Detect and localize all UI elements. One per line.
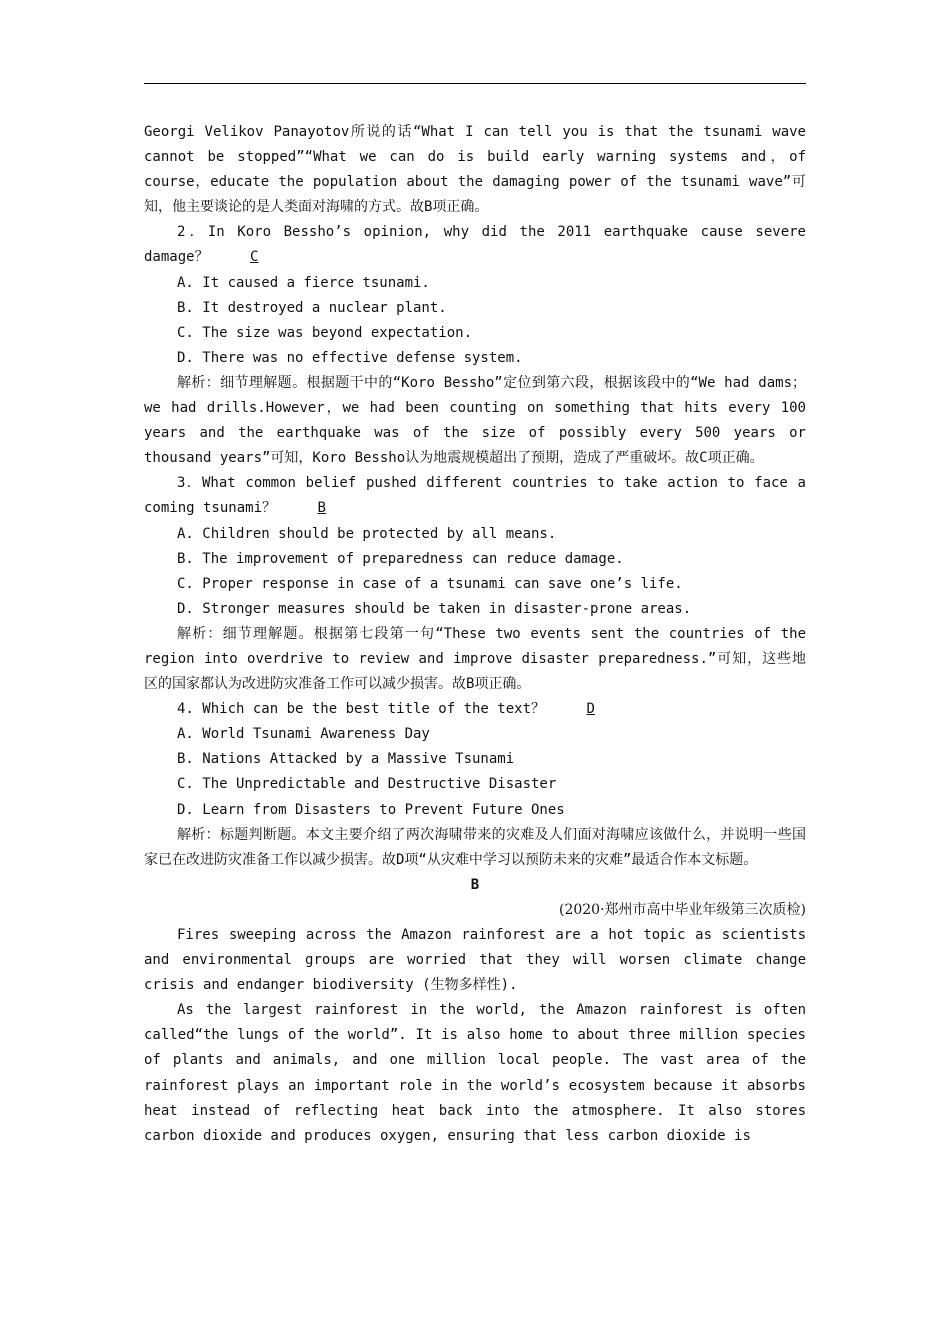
option-2c: C. The size was beyond expectation.: [177, 324, 473, 341]
passage-paragraph-1: Fires sweeping across the Amazon rainforest are a hot topic as scientists and environmental groups are worried that they will worsen climate change crisis and endanger biodiversity (生物多样性).: [144, 927, 806, 994]
analysis-3: 解析：细节理解题。根据第七段第一句“These two events sent the countries of the region into overdrive to review and improve disaster preparedness.”可知，这些地区的国家都认为改进防灾准备工作可以减少损害。故B项正确。: [144, 625, 806, 693]
source-note: (2020·郑州市高中毕业年级第三次质检): [558, 901, 806, 918]
section-heading: B: [470, 876, 480, 893]
passage-paragraph-2: As the largest rainforest in the world, the Amazon rainforest is often called“the lungs of the world”. It is also home to about three million species of plants and animals, and one million local people. The vast area of the rainforest plays an important role in the world’s ecosystem because it absorbs heat instead of reflecting heat back into the atmosphere. It also stores carbon dioxide and produces oxygen, ensuring that less carbon dioxide is: [144, 1002, 806, 1144]
analysis-4: 解析：标题判断题。本文主要介绍了两次海啸带来的灾难及人们面对海啸应该做什么，并说明一些国家已在改进防灾准备工作以减少损害。故D项“从灾难中学习以预防未来的灾难”最适合作本文标题。: [144, 826, 806, 868]
option-3b: B. The improvement of preparedness can reduce damage.: [177, 550, 624, 567]
document-body: [144, 120, 806, 1149]
option-3d: D. Stronger measures should be taken in disaster-prone areas.: [177, 600, 692, 617]
option-4a: A. World Tsunami Awareness Day: [177, 726, 430, 743]
option-3a: A. Children should be protected by all means.: [177, 525, 557, 542]
question-2-stem: 2．In Koro Bessho’s opinion, why did the 2011 earthquake cause severe damage？ C: [144, 220, 806, 270]
option-4d: D. Learn from Disasters to Prevent Future Ones: [177, 801, 565, 818]
option-2d: D. There was no effective defense system.: [177, 349, 523, 366]
option-4b: B. Nations Attacked by a Massive Tsunami: [177, 751, 515, 768]
header-rule: [144, 83, 806, 84]
option-2b: B. It destroyed a nuclear plant.: [177, 299, 447, 316]
answer-3: B: [317, 500, 326, 517]
question-3-stem: 3．What common belief pushed different countries to take action to face a coming tsunami？ B: [144, 471, 806, 521]
question-4-stem: 4. Which can be the best title of the text？ D: [144, 697, 806, 722]
answer-4: D: [586, 701, 595, 718]
q1-analysis-tail: Georgi Velikov Panayotov所说的话“What I can tell you is that the tsunami wave cannot be stopped”“What we can do is build early warning systems and，of course，educate the population about the damaging power of the tsunami wave”可知，他主要谈论的是人类面对海啸的方式。故B项正确。: [144, 124, 806, 216]
option-4c: C. The Unpredictable and Destructive Disaster: [177, 776, 557, 793]
analysis-2: 解析：细节理解题。根据题干中的“Koro Bessho”定位到第六段，根据该段中的“We had dams；we had drills.However，we had been counting on something that hits every 100 years and the earthquake was of the size of possibly every 500 years or thousand years”可知，Koro Bessho认为地震规模超出了预期，造成了严重破坏。故C项正确。: [144, 374, 806, 467]
option-2a: A. It caused a fierce tsunami.: [177, 274, 430, 291]
answer-2: C: [250, 249, 259, 266]
option-3c: C. Proper response in case of a tsunami can save one’s life.: [177, 575, 683, 592]
